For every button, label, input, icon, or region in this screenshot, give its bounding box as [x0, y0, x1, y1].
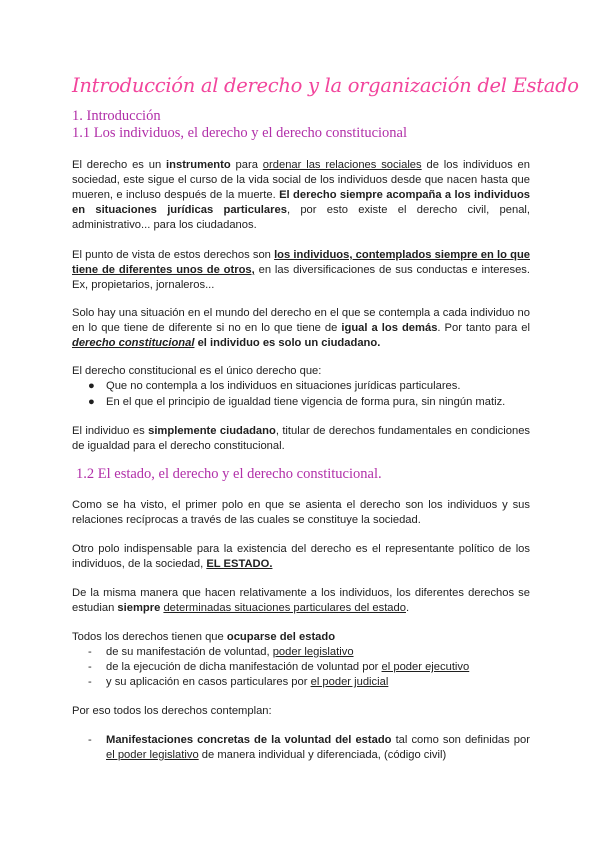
list-item: - de la ejecución de dicha manifestación de voluntad por el poder ejecutivo [88, 661, 470, 673]
list-item: ● En el que el principio de igualdad tiene vigencia de forma pura, sin ningún matiz. [88, 396, 506, 408]
list-item: ● Que no contempla a los individuos en situaciones jurídicas particulares. [88, 380, 461, 392]
dash-icon: - [88, 676, 92, 688]
underlined-relaciones-sociales: ordenar las relaciones sociales [262, 159, 422, 171]
paragraph-por-eso: Por eso todos los derechos contemplan: [72, 705, 272, 717]
bold-instrumento: instrumento [166, 159, 231, 171]
dash-icon: - [88, 646, 92, 658]
paragraph-derecho-instrumento: El derecho es un instrumento para ordenar las relaciones sociales de los individuos en sociedad, este sigue el curso de la vida social de los individuos desde que nacen hasta que mueren, e incluso después de la muerte. El derecho siempre acompaña a los individuos en situaciones jurídicas particulares, por esto existe el derecho civil, penal, administrativo... para los ciudadanos. [72, 159, 531, 231]
paragraph-unico-derecho: El derecho constitucional es el único derecho que: [72, 365, 322, 377]
bold-acompana-individuos: El derecho siempre acompaña a los individuos en situaciones jurídicas particulares [72, 189, 530, 216]
bold-igual-demas: igual a los demás [341, 322, 438, 334]
bullet-icon: ● [88, 396, 95, 408]
dash-icon: - [88, 661, 92, 673]
bold-simplemente-ciudadano: simplemente ciudadano [148, 425, 276, 437]
paragraph-primer-polo: Como se ha visto, el primer polo en que se asienta el derecho son los individuos y sus relaciones recíprocas a través de las cuales se constituye la sociedad. [72, 499, 530, 526]
list-item: - de su manifestación de voluntad, poder legislativo [88, 646, 354, 658]
section-1-2-heading: 1.2 El estado, el derecho y el derecho constitucional. [76, 466, 382, 482]
list-item: - Manifestaciones concretas de la voluntad del estado tal como son definidas por el poder legislativo de manera individual y diferenciada, (código civil) [88, 734, 530, 761]
paragraph-otro-polo: Otro polo indispensable para la existencia del derecho es el representante político de los individuos, de la sociedad, EL ESTADO. [72, 543, 530, 570]
bold-ocuparse-estado: ocuparse del estado [226, 631, 336, 643]
dash-icon: - [88, 734, 92, 746]
paragraph-situacion-unica: Solo hay una situación en el mundo del derecho en el que se contempla a cada individuo no en lo que tiene de diferente si no en lo que tiene de igual a los demás. Por tanto para el derecho constitucional el individuo es solo un ciudadano. [72, 307, 531, 349]
paragraph-misma-manera: De la misma manera que hacen relativamente a los individuos, los diferentes derechos se estudian siempre determinadas situaciones particulares del estado. [72, 587, 530, 614]
paragraph-individuo-ciudadano: El individuo es simplemente ciudadano, titular de derechos fundamentales en condiciones de igualdad para el derecho constitucional. [72, 425, 531, 452]
bullet-icon: ● [88, 380, 95, 392]
section-1-heading: 1. Introducción [72, 108, 161, 124]
list-item: - y su aplicación en casos particulares por el poder judicial [88, 676, 389, 688]
paragraph-punto-de-vista: El punto de vista de estos derechos son los individuos, contemplados siempre en lo que tiene de diferentes unos de otros, en las diversificaciones de sus conductas e intereses. Ex, propietarios, jornaleros... [72, 249, 530, 291]
bold-underlined-individuos: los individuos, contemplados siempre en lo que tiene de diferentes unos de otros, [72, 249, 530, 276]
bold-siempre: siempre [117, 602, 161, 614]
bold-derecho-constitucional: derecho constitucional [72, 337, 195, 349]
document-title: Introducción al derecho y la organización del Estado [72, 74, 579, 97]
section-1-1-heading: 1.1 Los individuos, el derecho y el derecho constitucional [72, 125, 408, 141]
bold-manifestaciones: Manifestaciones concretas de la voluntad del estado [106, 734, 392, 746]
underlined-situaciones-estado: determinadas situaciones particulares del estado [163, 602, 406, 614]
bold-el-estado: EL ESTADO. [206, 558, 273, 570]
paragraph-todos-derechos: Todos los derechos tienen que ocuparse del estado [72, 631, 336, 643]
